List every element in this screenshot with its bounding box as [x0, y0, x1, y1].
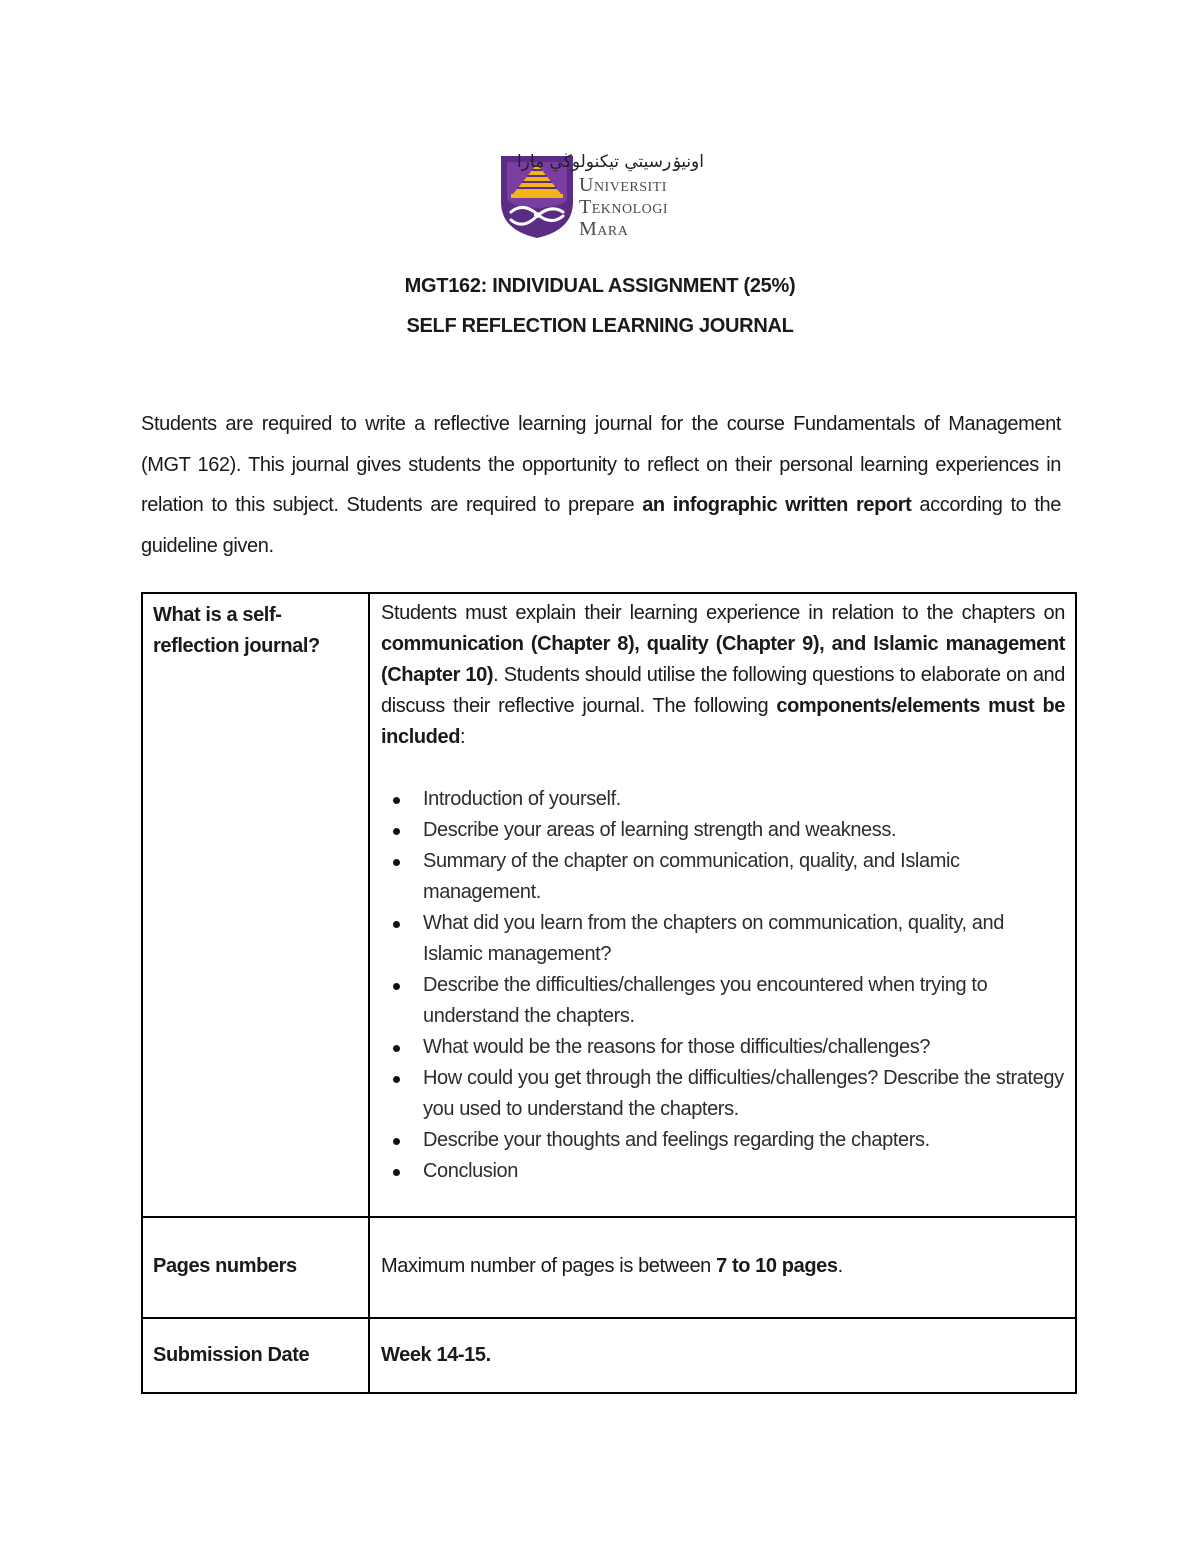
row-content-cell	[369, 1318, 1076, 1393]
components-list	[381, 784, 1065, 1187]
logo-line-3: Mara	[579, 218, 629, 240]
row-label: What is a self-reflection journal?	[153, 604, 320, 657]
list-item-text: What would be the reasons for those difficulties/challenges?	[423, 1036, 931, 1058]
content-text-1: Maximum number of pages is between	[381, 1255, 717, 1277]
bullet-icon	[393, 1138, 400, 1145]
list-item	[381, 815, 1065, 846]
list-item	[381, 1156, 1065, 1187]
row-label-cell	[142, 1217, 369, 1318]
intro-paragraph	[141, 404, 1061, 566]
intro-text-2: according to the guideline given.	[141, 494, 1061, 557]
list-item-text: Describe your thoughts and feelings regarding the chapters.	[423, 1129, 930, 1151]
list-item	[381, 1125, 1065, 1156]
list-item-text: Introduction of yourself.	[423, 788, 621, 810]
logo-wordmark	[516, 150, 704, 240]
row-label-cell	[142, 1318, 369, 1393]
row-content-cell	[369, 1217, 1076, 1318]
row-content	[370, 594, 1075, 1187]
list-item-text: How could you get through the difficulties/challenges? Describe the strategy you used to understand the chapters.	[423, 1067, 1064, 1120]
row-content	[370, 1218, 1075, 1282]
content-text-3: :	[460, 726, 466, 748]
content-text-2: . Students should utilise the following questions to elaborate on and discuss their reflective journal. The following	[381, 664, 1065, 717]
content-bold-chapters: communication (Chapter 8), quality (Chapter 9), and Islamic management (Chapter 10)	[381, 633, 1065, 686]
logo-line-2: Teknologi	[579, 196, 669, 218]
table-row	[142, 1217, 1076, 1318]
bullet-icon	[393, 828, 400, 835]
list-item	[381, 784, 1065, 815]
table-row	[142, 593, 1076, 1217]
list-item-text: Describe your areas of learning strength and weakness.	[423, 819, 897, 841]
row-content	[370, 1319, 1075, 1371]
intro-bold: an infographic written report	[642, 494, 912, 516]
university-logo	[497, 150, 712, 240]
list-item-text: Conclusion	[423, 1160, 518, 1182]
content-bold-components: components/elements must be included	[381, 695, 1065, 748]
row-content-cell	[369, 593, 1076, 1217]
logo-line-1: Universiti	[579, 174, 667, 196]
row-label: Pages numbers	[153, 1255, 297, 1277]
content-bold-pages: 7 to 10 pages	[716, 1255, 838, 1277]
row-label: Submission Date	[153, 1344, 310, 1366]
bullet-icon	[393, 983, 400, 990]
assignment-title: MGT162: INDIVIDUAL ASSIGNMENT (25%)	[404, 275, 796, 297]
content-text-2: .	[837, 1255, 843, 1277]
list-item-text: Summary of the chapter on communication, quality, and Islamic management.	[423, 850, 960, 903]
intro-text-1: Students are required to write a reflective learning journal for the course Fundamentals of Management (MGT 162). This journal gives students the opportunity to reflect on their personal learning experiences in relation to this subject. Students are required to prepare	[141, 413, 1061, 516]
list-item	[381, 908, 1065, 970]
list-item-text: Describe the difficulties/challenges you encountered when trying to understand the chapters.	[423, 974, 988, 1027]
bullet-icon	[393, 1076, 400, 1083]
list-item	[381, 1032, 1065, 1063]
journal-title: SELF REFLECTION LEARNING JOURNAL	[406, 315, 794, 337]
list-item	[381, 1063, 1065, 1125]
guideline-table	[141, 592, 1077, 1394]
bullet-icon	[393, 921, 400, 928]
bullet-icon	[393, 859, 400, 866]
list-item-text: What did you learn from the chapters on communication, quality, and Islamic management?	[423, 912, 1004, 965]
bullet-icon	[393, 1045, 400, 1052]
submission-week: Week 14-15.	[381, 1344, 491, 1366]
bullet-icon	[393, 1169, 400, 1176]
list-item	[381, 970, 1065, 1032]
table-row	[142, 1318, 1076, 1393]
content-text-1: Students must explain their learning experience in relation to the chapters on	[381, 602, 1065, 624]
logo-jawi-text: اونيۏرسيتي تيكنولوڬي مارا	[516, 152, 704, 172]
list-item	[381, 846, 1065, 908]
row-label-cell	[142, 593, 369, 1217]
bullet-icon	[393, 797, 400, 804]
